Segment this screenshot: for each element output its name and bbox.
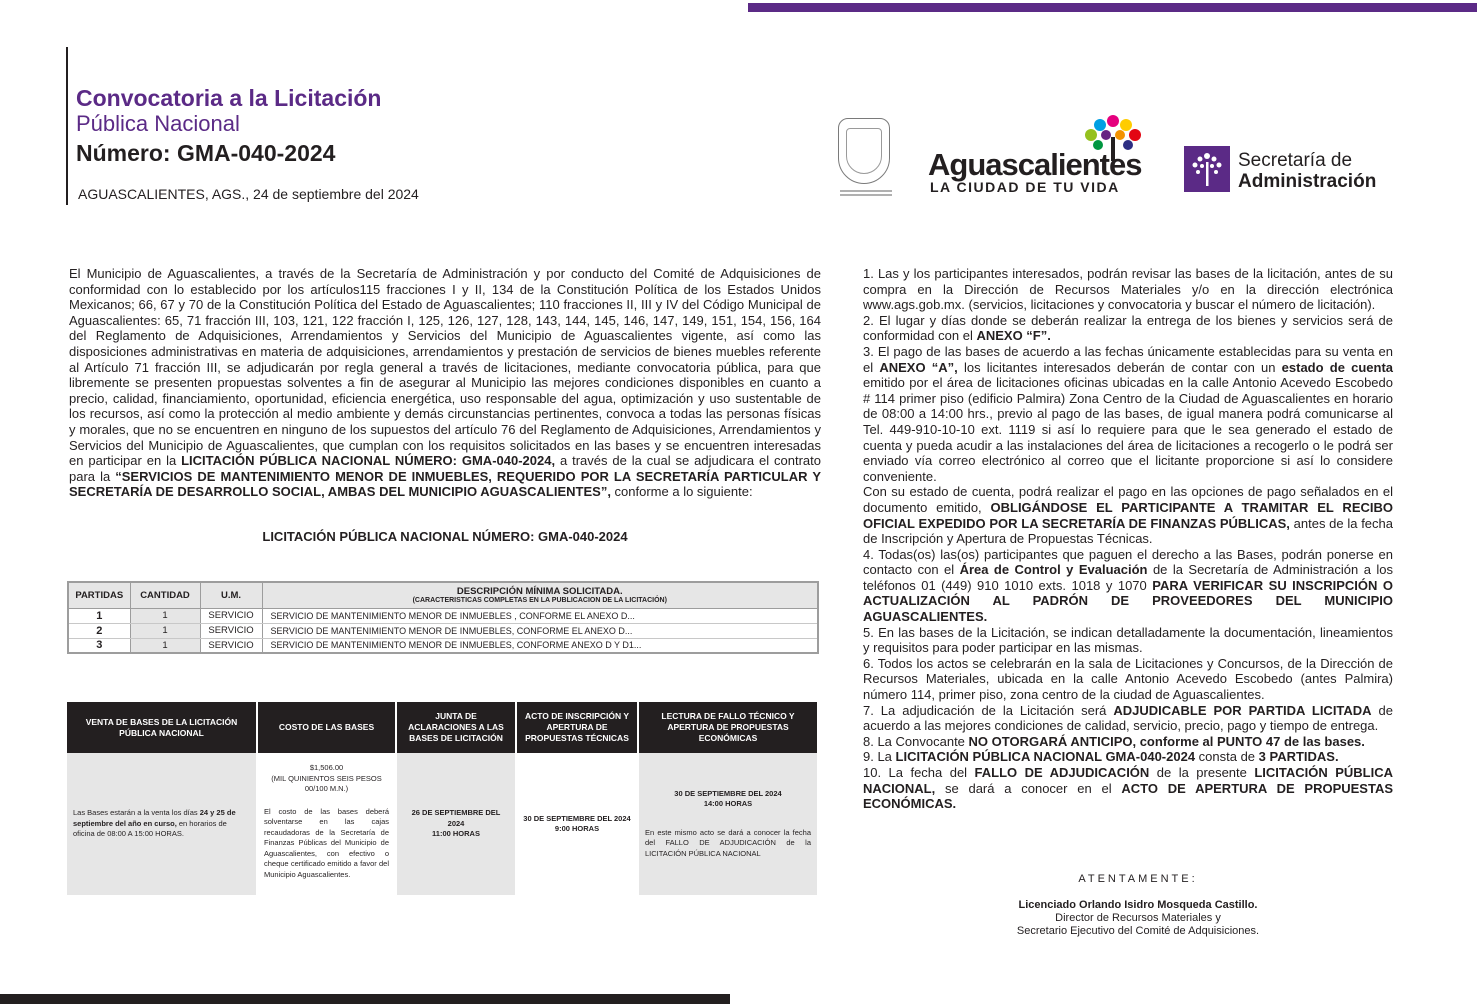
list-item: 9. La LICITACIÓN PÚBLICA NACIONAL GMA-040-2024 consta de 3 PARTIDAS. <box>863 749 1339 765</box>
col-header-costo: COSTO DE LAS BASES <box>257 702 396 753</box>
col-header-cantidad: CANTIDAD <box>130 582 200 608</box>
list-item: 2. El lugar y días donde se deberán realizar la entrega de los bienes y servicios será de conformidad con el ANEXO “F”. <box>863 312 1393 344</box>
signer-name: Licenciado Orlando Isidro Mosqueda Castillo. <box>1018 899 1258 911</box>
state-seal-logo <box>834 116 894 200</box>
list-item: 4. Todas(os) las(os) participantes que paguen el derecho a las Bases, podrán ponerse en contacto con el Área de Control y Evaluación de la Secretaría de Administración a los teléfonos 01 (449) 910 1010 exts. 1018 y 1070 PARA VERIFICAR SU INSCRIPCIÓN O ACTUALIZACIÓN AL PADRÓN DE PROVEEDORES DEL MUNICIPIO AGUASCALIENTES. <box>863 546 1394 625</box>
aguascalientes-logo <box>928 113 1152 199</box>
aguascalientes-tagline: LA CIUDAD DE TU VIDA <box>930 179 1120 195</box>
venta-cell: Las Bases estarán a la venta los días 24 y 25 de septiembre del año en curso, en horarios de oficina de 08:00 A 15:00 HORAS. <box>67 753 257 895</box>
col-header-junta: JUNTA DE ACLARACIONES A LAS BASES DE LICITACIÓN <box>396 702 516 753</box>
list-item: 8. La Convocante NO OTORGARÁ ANTICIPO, conforme al PUNTO 47 de las bases. <box>863 733 1365 749</box>
list-item: 7. La adjudicación de la Licitación será ADJUDICABLE POR PARTIDA LICITADA de acuerdo a las mejores condiciones de calidad, servicio, precio, pago y tiempo de entrega. <box>863 702 1393 734</box>
junta-cell: 26 DE SEPTIEMBRE DEL 2024 11:00 HORAS <box>396 753 516 895</box>
col-header-descripcion: DESCRIPCIÓN MÍNIMA SOLICITADA. (CARACTERISTICAS COMPLETAS EN LA PUBLICACION DE LA LICITACIÓN) <box>262 582 818 608</box>
aguascalientes-wordmark: Aguascalientes <box>928 147 1142 182</box>
secretaria-label-1: Secretaría de <box>1238 150 1353 171</box>
list-item: 1. Las y los participantes interesados, podrán revisar las bases de la licitación, antes de su compra en la Dirección de Recursos Materiales y/o en la dirección electrónica www.ags.gob.mx. (servicios, licitaciones y convocatoria y buscar el número de licitación). <box>863 266 1393 313</box>
section-heading: LICITACIÓN PÚBLICA NACIONAL NÚMERO: GMA-040-2024 <box>262 529 628 544</box>
list-item: 5. En las bases de la Licitación, se indican detalladamente la documentación, lineamientos y requisitos para poder participar en las mismas. <box>863 624 1393 656</box>
bottom-accent-bar <box>0 994 730 1004</box>
signature-block <box>988 873 1288 938</box>
terms-list <box>863 266 1393 812</box>
list-item: 6. Todos los actos se celebrarán en la sala de Licitaciones y Concursos, de la Dirección de Recursos Materiales, ubicada en la calle Antonio Acevedo Escobedo (antes Palmira) número 114, primer piso, zona centro de la ciudad de Aguascalientes. <box>863 655 1393 703</box>
list-item: 10. La fecha del FALLO DE ADJUDICACIÓN de la presente LICITACIÓN PÚBLICA NACIONAL, se dará a conocer en el ACTO DE APERTURA DE PROPUESTAS ECONÓMICAS. <box>863 765 1394 812</box>
col-header-partidas: PARTIDAS <box>68 582 130 608</box>
title-line-1: Convocatoria a la Licitación <box>76 85 382 111</box>
col-header-um: U.M. <box>200 582 262 608</box>
secretaria-label-2: Administración <box>1238 171 1377 192</box>
closing-greeting: ATENTAMENTE: <box>1078 873 1198 885</box>
costo-cell: $1,506.00 (MIL QUINIENTOS SEIS PESOS 00/100 M.N.) El costo de las bases deberá solventarse en las cajas recaudadoras de la Secretaría de Finanzas Públicas del Municipio de Aguascalientes, con efectivo o cheque certificado emitido a favor del Municipio Aguascalientes. <box>257 753 396 895</box>
top-accent-bar <box>748 3 1477 12</box>
signer-role-2: Secretario Ejecutivo del Comité de Adquisiciones. <box>1016 925 1260 937</box>
fallo-cell: 30 DE SEPTIEMBRE DEL 2024 14:00 HORAS En este mismo acto se dará a conocer la fecha del FALLO DE ADJUDICACIÓN de la LICITACIÓN PÚBLICA NACIONAL <box>638 753 818 895</box>
tender-number: Número: GMA-040-2024 <box>76 140 336 166</box>
title-rule <box>66 47 68 205</box>
secretaria-tree-icon <box>1184 146 1230 192</box>
col-header-fallo: LECTURA DE FALLO TÉCNICO Y APERTURA DE PROPUESTAS ECONÓMICAS <box>638 702 818 753</box>
table-row: 2 1 SERVICIO SERVICIO DE MANTENIMIENTO MENOR DE INMUEBLES, CONFORME EL ANEXO D... <box>68 623 818 638</box>
title-line-2: Pública Nacional <box>76 111 240 136</box>
table-row: 1 1 SERVICIO SERVICIO DE MANTENIMIENTO MENOR DE INMUEBLES , CONFORME EL ANEXO D... <box>68 608 818 623</box>
list-item: Con su estado de cuenta, podrá realizar el pago en las opciones de pago señalados en el documento emitido, OBLIGÁNDOSE EL PARTICIPANTE A TRAMITAR EL RECIBO OFICIAL EXPEDIDO POR LA SECRETARÍA DE FINANZAS PÚBLICAS, antes de la fecha de Inscripción y Apertura de Propuestas Técnicas. <box>863 484 1393 547</box>
col-header-acto: ACTO DE INSCRIPCIÓN Y APERTURA DE PROPUESTAS TÉCNICAS <box>516 702 638 753</box>
place-date: AGUASCALIENTES, AGS., 24 de septiembre del 2024 <box>78 186 419 202</box>
table-row: 3 1 SERVICIO SERVICIO DE MANTENIMIENTO MENOR DE INMUEBLES, CONFORME ANEXO D Y D1... <box>68 638 818 653</box>
acto-cell: 30 DE SEPTIEMBRE DEL 2024 9:00 HORAS <box>516 753 638 895</box>
table-row <box>67 753 818 895</box>
list-item: 3. El pago de las bases de acuerdo a las fechas únicamente establecidas para su venta en el ANEXO “A”, los licitantes interesados deberán de contar con un estado de cuenta emitido por el área de licitaciones oficinas ubicadas en la calle Antonio Acevedo Escobedo # 114 primer piso (edificio Palmira) Zona Centro de la Ciudad de Aguascalientes en horario de 08:00 a 14:00 hrs., previo al pago de las bases, de igual manera podrá comunicarse al Tel. 449-910-10-10 ext. 1119 si así lo requiere para que le sea generado el estado de cuenta y pueda acudir a las instalaciones del área de licitaciones a recogerlo o le podrá ser enviado vía correo electrónico al correo que el licitante proporcione si así lo considere conveniente. <box>863 343 1394 484</box>
partidas-table <box>67 581 819 654</box>
intro-paragraph: El Municipio de Aguascalientes, a través de la Secretaría de Administración y por conducto del Comité de Adquisiciones de conformidad con lo establecido por los artículos115 fracciones I y II, 134 de la Constitución Política de los Estados Unidos Mexicanos; 66, 67 y 70 de la Constitución Política del Estado de Aguascalientes; 110 fracciones II, III y IV del Código Municipal de Aguascalientes: 65, 71 fracción III, 103, 121, 122 fracción I, 125, 126, 127, 128, 143, 144, 145, 146, 147, 149, 151, 154, 156, 164 del Reglamento de Adquisiciones, Arrendamientos y Servicios del Municipio de Aguascalientes vigente, así como las disposiciones administrativas en materia de adquisiciones, arrendamientos y prestación de servicios de bienes muebles referente al Artículo 71 fracción III, se adjudicarán por regla general a través de licitaciones, mediante convocatoria pública, para que libremente se presenten propuestas solventes a fin de asegurar al Municipio las mejores condiciones disponibles en cuanto a precio, calidad, financiamiento, oportunidad, eficiencia energética, uso responsable del agua, optimización y uso sustentable de los recursos, así como la protección al medio ambiente y demás circunstancias pertinentes, convoca a todas las personas físicas y morales, que no se encuentren en ninguno de los supuestos del artículo 76 del Reglamento de Adquisiciones, Arrendamientos y Servicios del Municipio de Aguascalientes, que cumplan con los requisitos solicitados en las bases y se encuentren interesadas en participar en la LICITACIÓN PÚBLICA NACIONAL NÚMERO: GMA-040-2024, a través de la cual se adjudicara el contrato para la “SERVICIOS DE MANTENIMIENTO MENOR DE INMUEBLES, REQUERIDO POR LA SECRETARÍA PARTICULAR Y SECRETARÍA DE DESARROLLO SOCIAL, AMBAS DEL MUNICIPIO AGUASCALIENTES”, conforme a lo siguiente: <box>69 266 822 500</box>
signer-role-1: Director de Recursos Materiales y <box>1055 912 1221 924</box>
col-header-venta: VENTA DE BASES DE LA LICITACIÓN PÚBLICA NACIONAL <box>67 702 257 753</box>
schedule-table <box>67 702 819 895</box>
